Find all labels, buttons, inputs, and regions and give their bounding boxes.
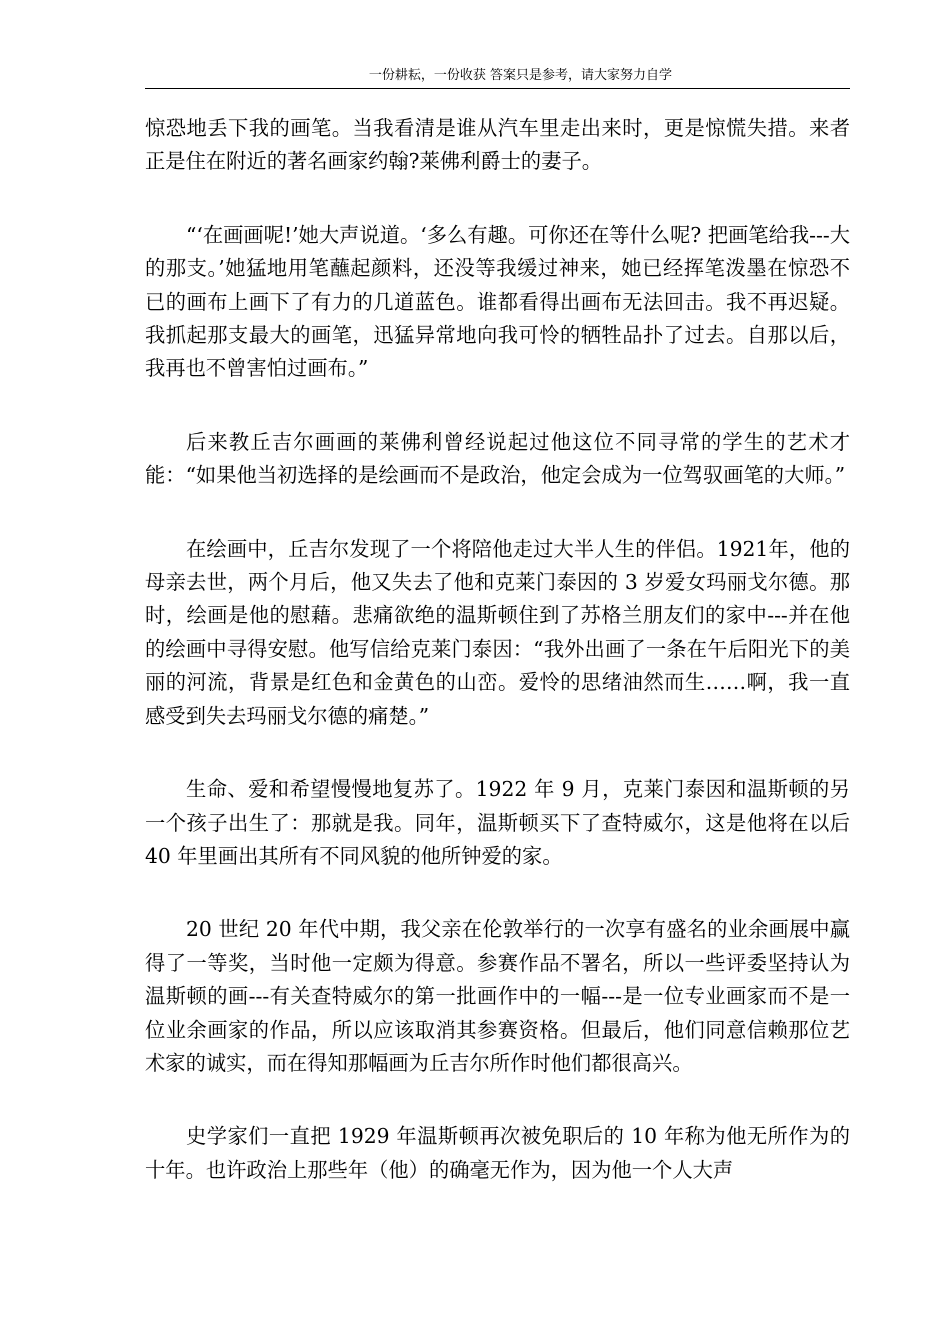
body-text [145, 112, 850, 1227]
paragraph: “‘在画画呢!’她大声说道。‘多么有趣。可你还在等什么呢? 把画笔给我---大的那支。’她猛地用笔蘸起颜料，还没等我缓过神来，她已经挥笔泼墨在惊恐不已的画布上画下了有力的几道蓝色。谁都看得出画布无法回击。我不再迟疑。我抓起那支最大的画笔，迅猛异常地向我可怜的牺牲品扑了过去。自那以后，我再也不曾害怕过画布。” [145, 222, 850, 381]
paragraph: 史学家们一直把 1929 年温斯顿再次被免职后的 10 年称为他无所作为的十年。也许政治上那些年（他）的确毫无作为，因为他一个人大声 [145, 1124, 850, 1182]
paragraph: 在绘画中，丘吉尔发现了一个将陪他走过大半人生的伴侣。1921年，他的母亲去世，两个月后，他又失去了他和克莱门泰因的 3 岁爱女玛丽戈尔德。那时，绘画是他的慰藉。悲痛欲绝的温斯顿住到了苏格兰朋友们的家中---并在他的绘画中寻得安慰。他写信给克莱门泰因：“我外出画了一条在午后阳光下的美丽的河流，背景是红色和金黄色的山峦。爱怜的思绪油然而生……啊，我一直感受到失去玛丽戈尔德的痛楚。” [145, 536, 850, 728]
header-text: 一份耕耘，一份收获 答案只是参考，请大家努力自学 [368, 68, 672, 83]
paragraph: 生命、爱和希望慢慢地复苏了。1922 年 9 月，克莱门泰因和温斯顿的另一个孩子出生了：那就是我。同年，温斯顿买下了查特威尔，这是他将在以后 40 年里画出其所有不同风貌的他所钟爱的家。 [145, 777, 850, 868]
paragraph: 20 世纪 20 年代中期，我父亲在伦敦举行的一次享有盛名的业余画展中赢得了一等奖，当时他一定颇为得意。参赛作品不署名，所以一些评委坚持认为温斯顿的画---有关查特威尔的第一批画作中的一幅---是一位专业画家而不是一位业余画家的作品，所以应该取消其参赛资格。但最后，他们同意信赖那位艺术家的诚实，而在得知那幅画为丘吉尔所作时他们都很高兴。 [145, 917, 850, 1075]
paragraph: 后来教丘吉尔画画的莱佛利曾经说起过他这位不同寻常的学生的艺术才能：“如果他当初选择的是绘画而不是政治，他定会成为一位驾驭画笔的大师。” [145, 429, 850, 488]
paragraph: 惊恐地丢下我的画笔。当我看清是谁从汽车里走出来时，更是惊慌失措。来者正是住在附近的著名画家约翰?莱佛利爵士的妻子。 [145, 116, 850, 174]
page-header [145, 62, 850, 89]
